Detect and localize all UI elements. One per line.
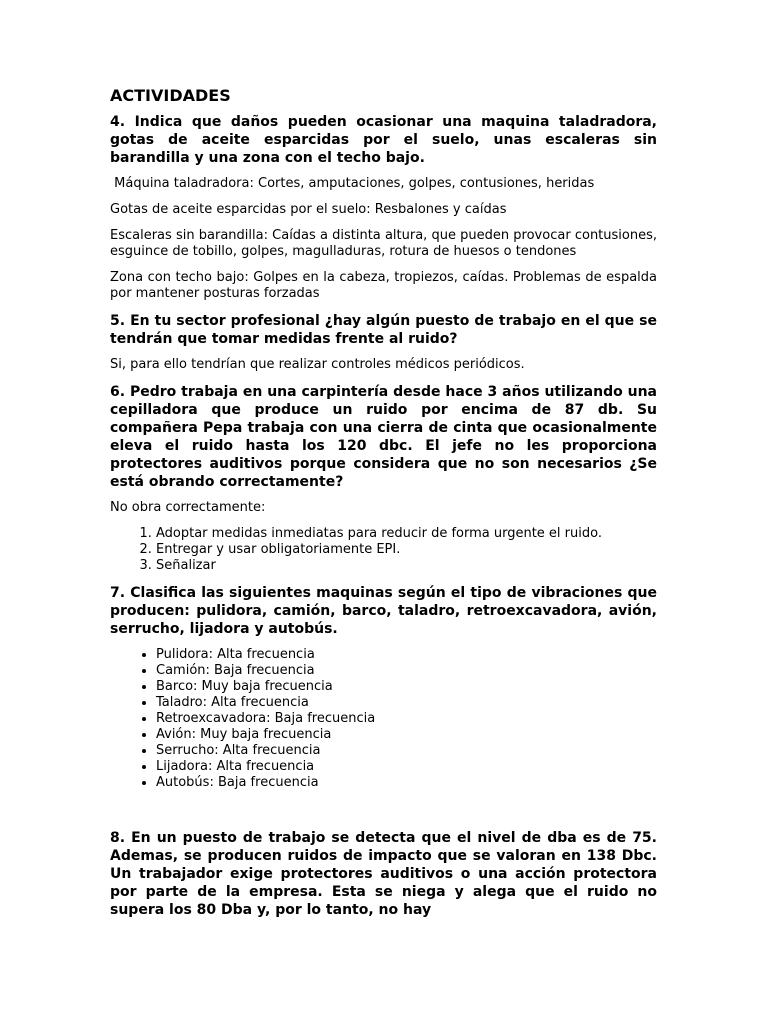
list-item: 1. Adoptar medidas inmediatas para reducir de forma urgente el ruido. [156,526,657,542]
answer-7-list [110,647,657,791]
blank-gap [110,801,657,829]
list-item: 3. Señalizar [156,558,657,574]
list-item: • Autobús: Baja frecuencia [156,775,657,791]
answer-4-oil: Gotas de aceite esparcidas por el suelo: Resbalones y caídas [110,202,507,217]
question-8: 8. En un puesto de trabajo se detecta que el nivel de dba es de 75. Ademas, se producen ruidos de impacto que se valoran en 138 Dbc. Un trabajador exige protectores auditivos o una acción protectora por parte de la empresa. Esta se niega y alega que el ruido no supera los 80 Dba y, por lo tanto, no hay [110,830,657,918]
question-6: 6. Pedro trabaja en una carpintería desde hace 3 años utilizando una cepilladora que produce un ruido por encima de 87 db. Su compañera Pepa trabaja con una cierra de cinta que ocasionalmente eleva el ruido hasta los 120 dbc. El jefe no les proporciona protectores auditivos porque considera que no son necesarios ¿Se está obrando correctamente? [110,384,657,490]
page-heading: ACTIVIDADES [110,86,231,105]
answer-4-stairs: Escaleras sin barandilla: Caídas a distinta altura, que pueden provocar contusiones, esguince de tobillo, golpes, magulladuras, rotura de huesos o tendones [110,228,657,259]
list-item: • Camión: Baja frecuencia [156,663,657,679]
list-item: • Retroexcavadora: Baja frecuencia [156,711,657,727]
list-item: • Lijadora: Alta frecuencia [156,759,657,775]
answer-6: No obra correctamente: [110,500,266,515]
list-item: 2. Entregar y usar obligatoriamente EPI. [156,542,657,558]
answer-4-low-ceiling: Zona con techo bajo: Golpes en la cabeza, tropiezos, caídas. Problemas de espalda por mantener posturas forzadas [110,270,657,301]
answer-6-list [110,526,657,574]
list-item: • Taladro: Alta frecuencia [156,695,657,711]
document-page [110,86,657,928]
question-5: 5. En tu sector profesional ¿hay algún puesto de trabajo en el que se tendrán que tomar medidas frente al ruido? [110,313,657,347]
answer-5: Si, para ello tendrían que realizar controles médicos periódicos. [110,357,525,372]
list-item: • Serrucho: Alta frecuencia [156,743,657,759]
answer-4-drill: Máquina taladradora: Cortes, amputaciones, golpes, contusiones, heridas [110,176,595,191]
list-item: • Pulidora: Alta frecuencia [156,647,657,663]
list-item: • Barco: Muy baja frecuencia [156,679,657,695]
question-7: 7. Clasifica las siguientes maquinas según el tipo de vibraciones que producen: pulidora, camión, barco, taladro, retroexcavadora, avión, serrucho, lijadora y autobús. [110,585,657,637]
question-4: 4. Indica que daños pueden ocasionar una maquina taladradora, gotas de aceite esparcidas por el suelo, unas escaleras sin barandilla y una zona con el techo bajo. [110,114,657,166]
list-item: • Avión: Muy baja frecuencia [156,727,657,743]
